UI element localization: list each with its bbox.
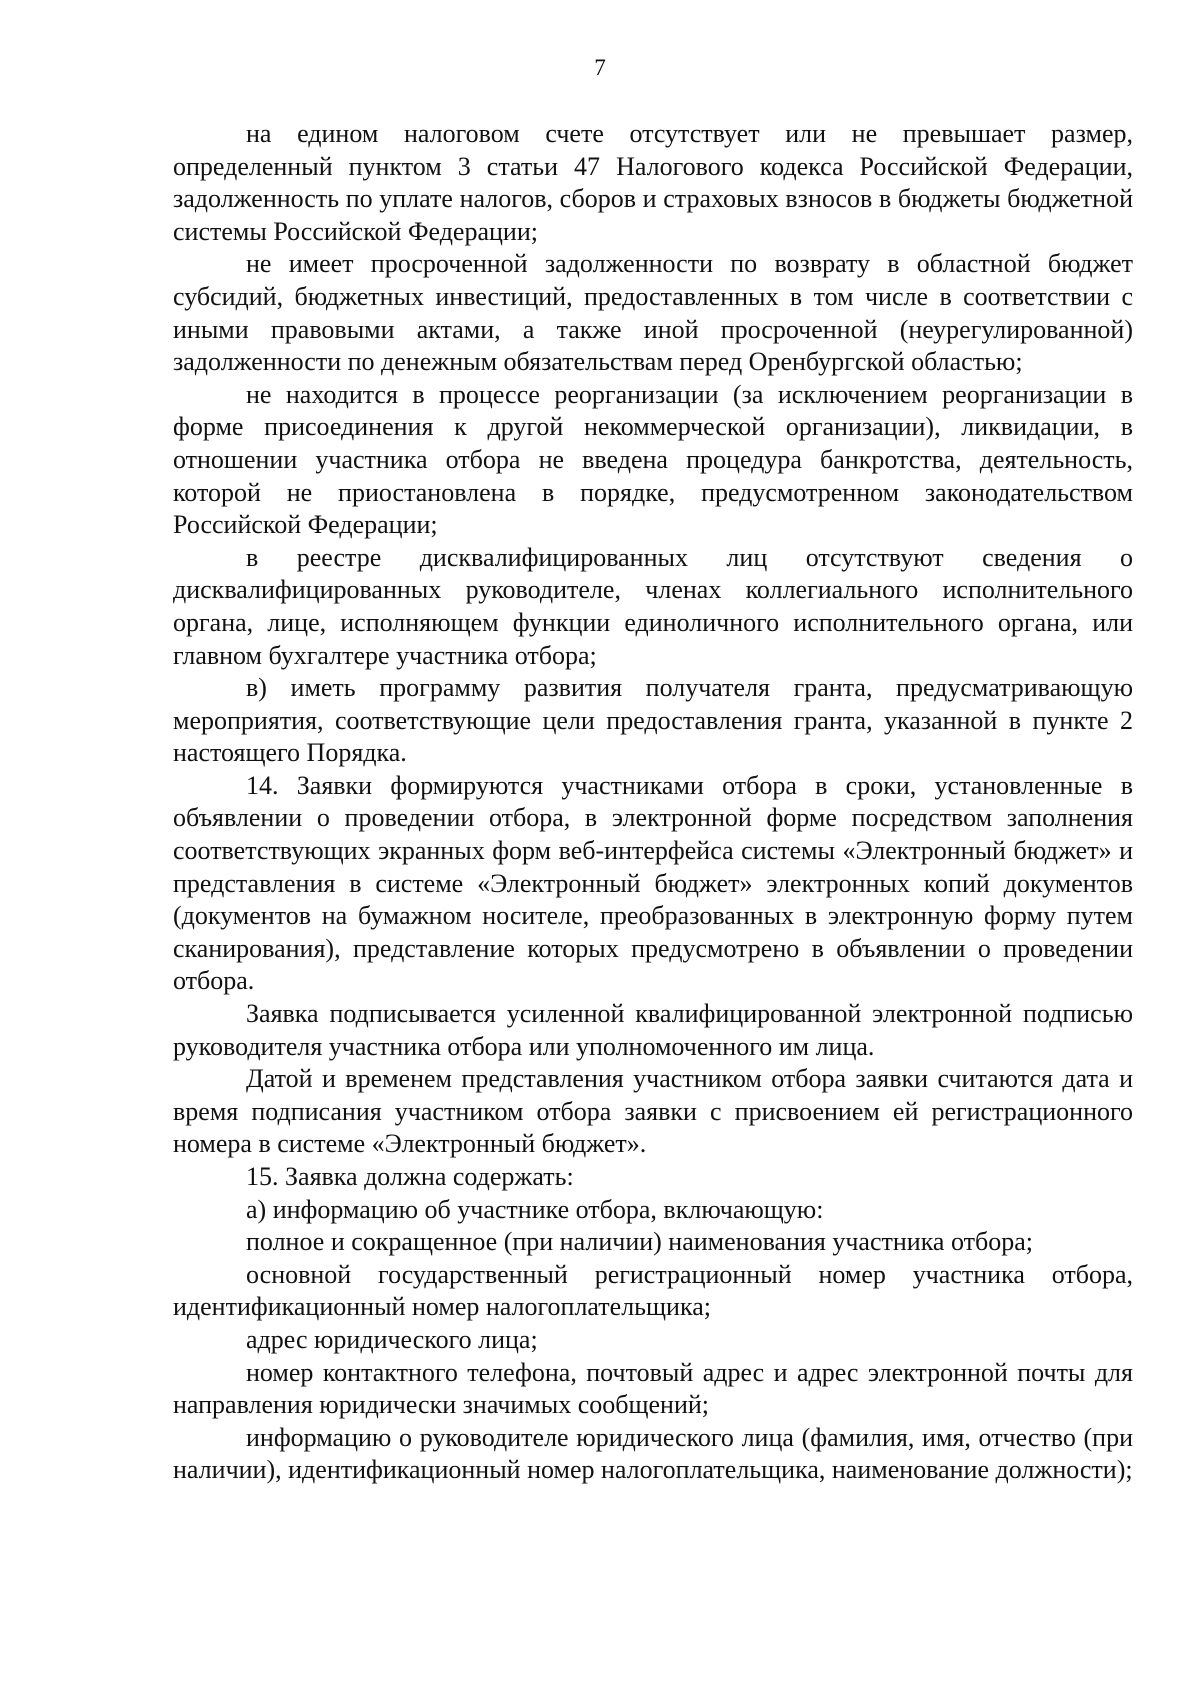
paragraph: не имеет просроченной задолженности по возврату в областной бюджет субсидий, бюджетных инвестиций, предоставленных в том числе в соответствии с иными правовыми актами, а также иной просроченной (неурегулированной) задолженности по денежным обязательствам перед Оренбургской областью; — [173, 249, 1133, 377]
paragraph: на едином налоговом счете отсутствует или не превышает размер, определенный пунктом 3 статьи 47 Налогового кодекса Российской Федерации, задолженность по уплате налогов, сборов и страховых взносов в бюджеты бюджетной системы Российской Федерации; — [173, 119, 1133, 246]
paragraph: Датой и временем представления участником отбора заявки считаются дата и время подписания участником отбора заявки с присвоением ей регистрационного номера в системе «Электронный бюджет». — [173, 1064, 1133, 1159]
paragraph: полное и сокращенное (при наличии) наименования участника отбора; — [246, 1227, 1033, 1257]
paragraph: номер контактного телефона, почтовый адрес и адрес электронной почты для направления юридически значимых сообщений; — [173, 1357, 1133, 1420]
paragraph: адрес юридического лица; — [246, 1324, 538, 1354]
document-body — [173, 118, 1133, 1487]
paragraph: 15. Заявка должна содержать: — [246, 1162, 574, 1191]
paragraph: основной государственный регистрационный номер участника отбора, идентификационный номер налогоплательщика; — [173, 1259, 1133, 1322]
page-number: 7 — [594, 55, 606, 80]
paragraph: информацию о руководителе юридического лица (фамилия, имя, отчество (при наличии), идентификационный номер налогоплательщика, наименование должности); — [173, 1422, 1133, 1485]
paragraph: Заявка подписывается усиленной квалифицированной электронной подписью руководителя участника отбора или уполномоченного им лица. — [173, 999, 1133, 1061]
paragraph: а) информацию об участнике отбора, включающую: — [246, 1194, 824, 1224]
paragraph: в) иметь программу развития получателя гранта, предусматривающую мероприятия, соответствующие цели предоставления гранта, указанной в пункте 2 настоящего Порядка. — [173, 673, 1133, 768]
paragraph: в реестре дисквалифицированных лиц отсутствуют сведения о дисквалифицированных руководителе, членах коллегиального исполнительного органа, лице, исполняющем функции единоличного исполнительного органа, или главном бухгалтере участника отбора; — [173, 542, 1133, 670]
paragraph: не находится в процессе реорганизации (за исключением реорганизации в форме присоединения к другой некоммерческой организации), ликвидации, в отношении участника отбора не введена процедура банкротства, деятельность, которой не приостановлена в порядке, предусмотренном законодательством Российской Федерации; — [173, 379, 1133, 540]
paragraph: 14. Заявки формируются участниками отбора в сроки, установленные в объявлении о проведении отбора, в электронной форме посредством заполнения соответствующих экранных форм веб-интерфейса системы «Электронный бюджет» и представления в системе «Электронный бюджет» электронных копий документов (документов на бумажном носителе, преобразованных в электронную форму путем сканирования), представление которых предусмотрено в объявлении о проведении отбора. — [173, 770, 1133, 996]
